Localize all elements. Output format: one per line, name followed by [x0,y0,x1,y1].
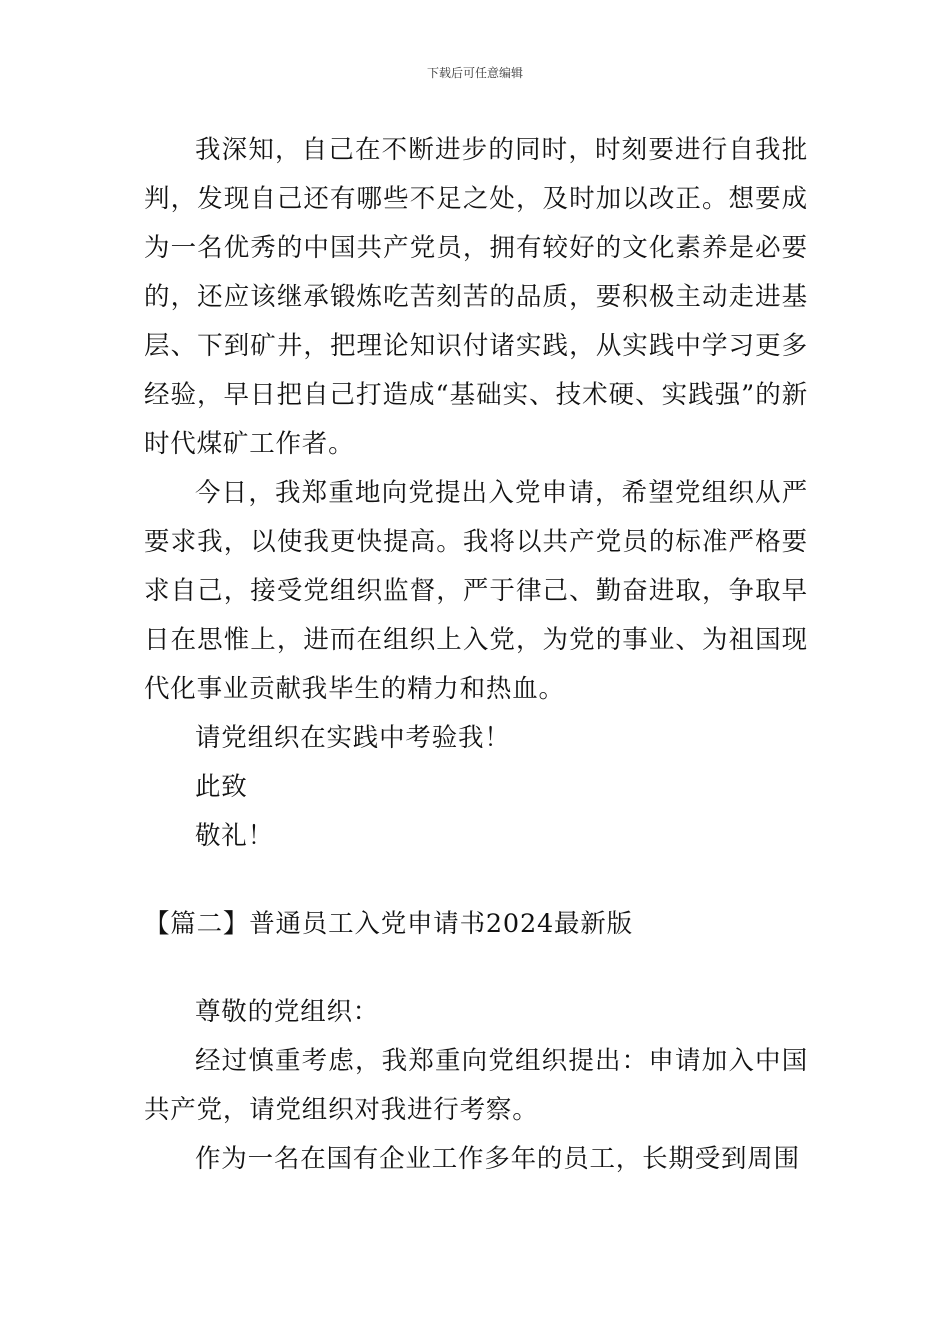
document-body [144,126,808,1184]
section-gap [144,949,808,988]
paragraph-request-test: 请党组织在实践中考验我！ [195,723,511,753]
paragraph-application: 今日，我郑重地向党提出入党申请，希望党组织从严要求我，以使我更快提高。我将以共产党员的标准严格要求自己，接受党组织监督，严于律己、勤奋进取，争取早日在思惟上，进而在组织上入党，为党的事业、为祖国现代化事业贡献我毕生的精力和热血。 [144,478,808,704]
paragraph-salutation-cizhi: 此致 [195,772,248,802]
paragraph-background: 作为一名在国有企业工作多年的员工，长期受到周围 [195,1144,800,1174]
section-gap [144,861,808,900]
page-header: 下载后可任意编辑 [426,66,523,80]
paragraph-self-criticism: 我深知，自己在不断进步的同时，时刻要进行自我批判，发现自己还有哪些不足之处，及时加以改正。想要成为一名优秀的中国共产党员，拥有较好的文化素养是必要的，还应该继承锻炼吃苦刻苦的品质，要积极主动走进基层、下到矿井，把理论知识付诸实践，从实践中学习更多经验，早日把自己打造成“基础实、技术硬、实践强”的新时代煤矿工作者。 [144,135,808,459]
paragraph-salutation-jingli: 敬礼！ [195,821,274,851]
paragraph-declaration: 经过慎重考虑，我郑重向党组织提出：申请加入中国共产党，请党组织对我进行考察。 [144,1046,808,1125]
section-title: 【篇二】普通员工入党申请书2024最新版 [144,909,633,939]
paragraph-greeting: 尊敬的党组织： [195,997,380,1027]
